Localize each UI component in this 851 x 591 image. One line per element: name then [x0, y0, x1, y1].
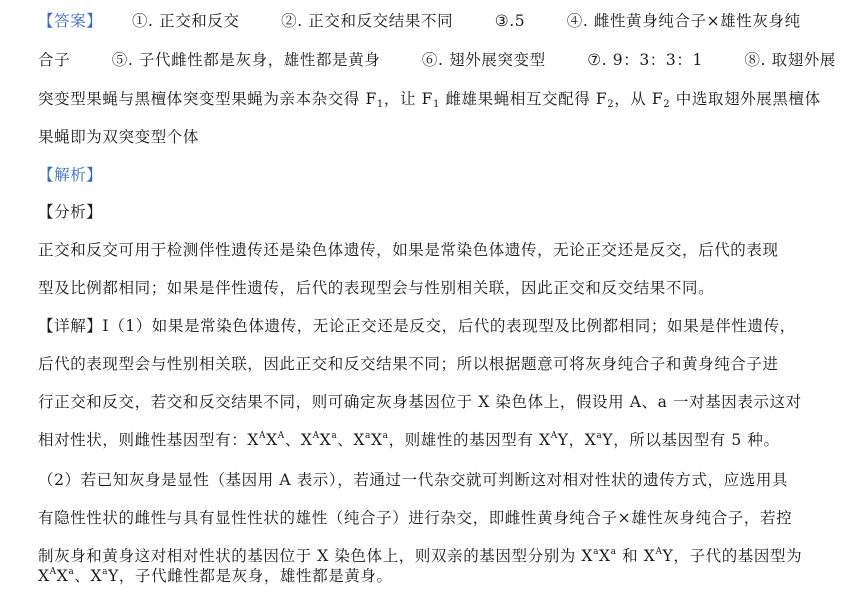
separator: 、: [337, 431, 354, 449]
answer-header: 【答案】: [38, 12, 103, 30]
answer-text: 中选取翅外展黑檀体: [670, 90, 821, 108]
analysis-header-line: [38, 160, 839, 190]
fenxi-header: 【分析】: [38, 203, 103, 221]
detail-text: ，所以基因型有 5 种。: [613, 431, 780, 449]
detail-text: ，子代的基因型为: [673, 547, 803, 565]
answer-item-2: ②. 正交和反交结果不同: [281, 12, 454, 30]
answer-text: ，让 F: [383, 90, 433, 108]
subscript: 2: [607, 99, 615, 110]
detail-text: Ⅰ（1）如果是常染色体遗传，无论正交还是反交，后代的表现型及比例都相同；如果是伴性遗传，: [102, 317, 796, 335]
detail-text: 制灰身和黄身这对相对性状的基因位于 X 染色体上，则双亲的基因型分别为: [38, 547, 582, 565]
analysis-text: 正交和反交可用于检测伴性遗传还是染色体遗传，如果是常染色体遗传，无论正交还是反交，后代的表现: [38, 241, 779, 259]
detail-line-1: [38, 311, 839, 341]
answer-text: 果蝇即为双突变型个体: [38, 128, 200, 146]
detail-line-8: [38, 562, 839, 590]
genotype-XAY: $X^AY$: [643, 547, 674, 565]
detail-line-4: [38, 425, 839, 455]
separator: ，: [568, 431, 585, 449]
genotype-XAXa: $X^AX^a$: [300, 431, 338, 449]
subscript: 2: [663, 99, 671, 110]
genotype-XAY: $X^AY$: [539, 431, 569, 449]
genotype-XaXa: $X^aX^a$: [353, 431, 389, 449]
detail-text: ，则雄性的基因型有: [388, 431, 540, 449]
answer-line-3: [38, 84, 839, 114]
detail-text: （2）若已知灰身是显性（基因用 A 表示），若通过一代杂交就可判断这对相对性状的遗传方式，应选用具: [38, 471, 789, 489]
answer-item-5: ⑤. 子代雌性都是灰身，雄性都是黄身: [111, 51, 381, 69]
answer-text: 雌雄果蝇相互交配得 F: [439, 90, 608, 108]
detail-text: 行正交和反交，若交和反交结果不同，则可确定灰身基因位于 X 染色体上，假设用 A、a 一对基因表示这对: [38, 393, 802, 411]
detail-text: 和: [616, 547, 644, 565]
fenxi-line-2: [38, 273, 839, 303]
answer-item-8: ⑧. 取翅外展: [744, 51, 837, 69]
detail-text: 有隐性性状的雌性与具有显性性状的雄性（纯合子）进行杂交，即雌性黄身纯合子×雄性灰身纯合子，若控: [38, 509, 793, 527]
genotype-XAXa: $X^AX^a$: [38, 567, 75, 585]
answer-line-1: [38, 6, 839, 36]
answer-text: ，从 F: [614, 90, 664, 108]
answer-item-4-cont: 合子: [38, 51, 71, 69]
analysis-text: 型及比例都相同；如果是伴性遗传，后代的表现型会与性别相关联，因此正交和反交结果不同。: [38, 279, 715, 297]
detail-text: 相对性状，则雌性基因型有：: [38, 431, 248, 449]
analysis-header: 【解析】: [38, 166, 103, 184]
separator: 、: [284, 431, 301, 449]
genotype-XaY: $X^aY$: [584, 431, 614, 449]
detail-line-3: [38, 387, 839, 417]
subscript: 1: [432, 99, 440, 110]
subscript: 1: [376, 99, 384, 110]
answer-line-4: [38, 122, 839, 152]
detail-text: 后代的表现型会与性别相关联，因此正交和反交结果不同；所以根据题意可将灰身纯合子和黄身纯合子进: [38, 355, 779, 373]
answer-item-4: ④. 雌性黄身纯合子×雄性灰身纯: [566, 12, 801, 30]
detail-header: 【详解】: [38, 317, 103, 335]
genotype-XaXa: $X^aX^a$: [581, 547, 617, 565]
detail-line-5: [38, 465, 839, 495]
detail-line-2: [38, 349, 839, 379]
detail-text: ，子代雌性都是灰身，雄性都是黄身。: [118, 567, 393, 585]
answer-item-6: ⑥. 翅外展突变型: [421, 51, 546, 69]
fenxi-line-1: [38, 235, 839, 265]
answer-item-3: ③.5: [494, 12, 526, 30]
answer-line-2: [38, 45, 839, 75]
separator: 、: [74, 567, 91, 585]
answer-text: 突变型果蝇与黑檀体突变型果蝇为亲本杂交得 F: [38, 90, 377, 108]
answer-item-1: ①. 正交和反交: [131, 12, 240, 30]
genotype-XaY: $X^aY$: [90, 567, 119, 585]
answer-item-7: ⑦. 9：3：3：1: [587, 51, 703, 69]
fenxi-header-line: [38, 197, 839, 227]
genotype-XAXA: $X^AX^A$: [247, 431, 285, 449]
detail-line-6: [38, 503, 839, 533]
